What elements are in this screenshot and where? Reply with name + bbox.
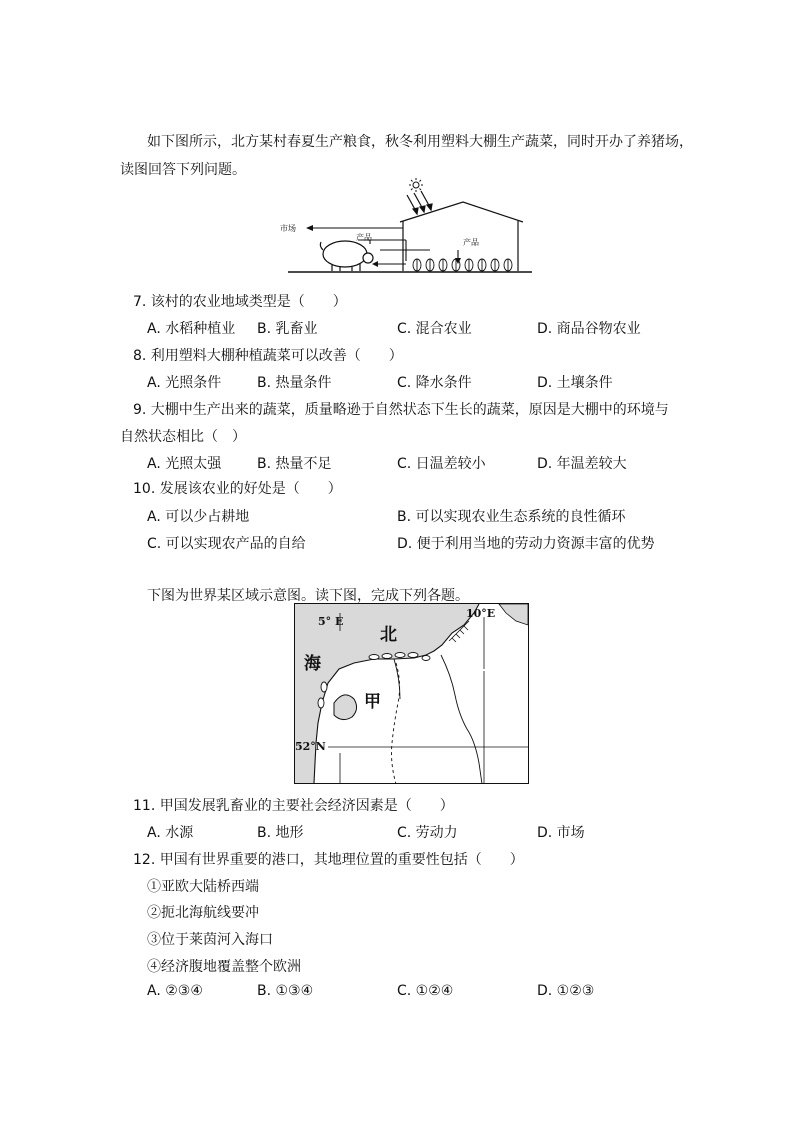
q10-option-d[interactable]: D. 便于利用当地的劳动力资源丰富的优势 — [397, 536, 655, 552]
section-2-intro: 下图为世界某区域示意图。读下图，完成下列各题。 — [147, 588, 469, 604]
question-7-stem: 7. 该村的农业地域类型是（ ） — [133, 294, 347, 310]
question-10-stem: 10. 发展该农业的好处是（ ） — [133, 481, 342, 497]
sea-label: 海 — [304, 654, 321, 674]
q9-option-a[interactable]: A. 光照太强 — [147, 456, 222, 472]
q7-option-a[interactable]: A. 水稻种植业 — [147, 321, 236, 337]
q12-statement-3: ③位于莱茵河入海口 — [147, 932, 273, 948]
q10-option-a[interactable]: A. 可以少占耕地 — [147, 509, 250, 525]
q7-option-c[interactable]: C. 混合农业 — [397, 321, 472, 337]
market-label: 市场 — [280, 224, 296, 233]
q9-option-d[interactable]: D. 年温差较大 — [537, 456, 627, 472]
question-8-stem: 8. 利用塑料大棚种植蔬菜可以改善（ ） — [133, 348, 403, 364]
north-label: 北 — [380, 625, 397, 645]
q8-option-b[interactable]: B. 热量条件 — [257, 375, 332, 391]
q8-option-d[interactable]: D. 土壤条件 — [537, 375, 613, 391]
jia-label: 甲 — [364, 692, 381, 712]
q12-option-a[interactable]: A. ②③④ — [147, 983, 203, 999]
q7-option-d[interactable]: D. 商品谷物农业 — [537, 321, 641, 337]
q12-statement-4: ④经济腹地覆盖整个欧洲 — [147, 959, 301, 975]
q11-option-a[interactable]: A. 水源 — [147, 825, 194, 841]
q11-option-b[interactable]: B. 地形 — [257, 825, 304, 841]
q8-option-a[interactable]: A. 光照条件 — [147, 375, 222, 391]
q9-option-b[interactable]: B. 热量不足 — [257, 456, 332, 472]
lat-label: 52°N — [295, 740, 326, 753]
lon-right-label: 10°E — [466, 607, 496, 620]
q12-option-b[interactable]: B. ①③④ — [257, 983, 314, 999]
product-label-1: 产品 — [356, 233, 372, 242]
q7-option-b[interactable]: B. 乳畜业 — [257, 321, 318, 337]
product-label-2: 产品 — [463, 238, 479, 247]
region-map — [294, 603, 529, 784]
q12-option-d[interactable]: D. ①②③ — [537, 983, 595, 999]
q11-option-d[interactable]: D. 市场 — [537, 825, 585, 841]
q9-option-c[interactable]: C. 日温差较小 — [397, 456, 486, 472]
intro-line-1: 如下图所示，北方某村春夏生产粮食，秋冬利用塑料大棚生产蔬菜，同时开办了养猪场， — [147, 134, 693, 150]
q10-option-c[interactable]: C. 可以实现农产品的自给 — [147, 536, 306, 552]
q11-option-c[interactable]: C. 劳动力 — [397, 825, 458, 841]
lon-left-label: 5° E — [318, 615, 344, 628]
q12-option-c[interactable]: C. ①②④ — [397, 983, 454, 999]
question-12-stem: 12. 甲国有世界重要的港口，其地理位置的重要性包括（ ） — [133, 852, 524, 868]
q10-option-b[interactable]: B. 可以实现农业生态系统的良性循环 — [397, 509, 626, 525]
q12-statement-1: ①亚欧大陆桥西端 — [147, 879, 259, 895]
intro-line-2: 读图回答下列问题。 — [120, 162, 246, 178]
q8-option-c[interactable]: C. 降水条件 — [397, 375, 472, 391]
question-11-stem: 11. 甲国发展乳畜业的主要社会经济因素是（ ） — [133, 798, 454, 814]
question-9-stem-line-1: 9. 大棚中生产出来的蔬菜，质量略逊于自然状态下生长的蔬菜，原因是大棚中的环境与 — [133, 402, 669, 418]
q12-statement-2: ②扼北海航线要冲 — [147, 905, 259, 921]
question-9-stem-line-2: 自然状态相比（ ） — [120, 429, 246, 445]
sun-icon — [409, 178, 423, 192]
pig-icon — [320, 241, 373, 271]
farm-greenhouse-diagram — [280, 178, 535, 280]
sunlight-arrows — [407, 191, 432, 214]
greenhouse — [400, 202, 523, 271]
vegetable-plants — [413, 259, 512, 271]
